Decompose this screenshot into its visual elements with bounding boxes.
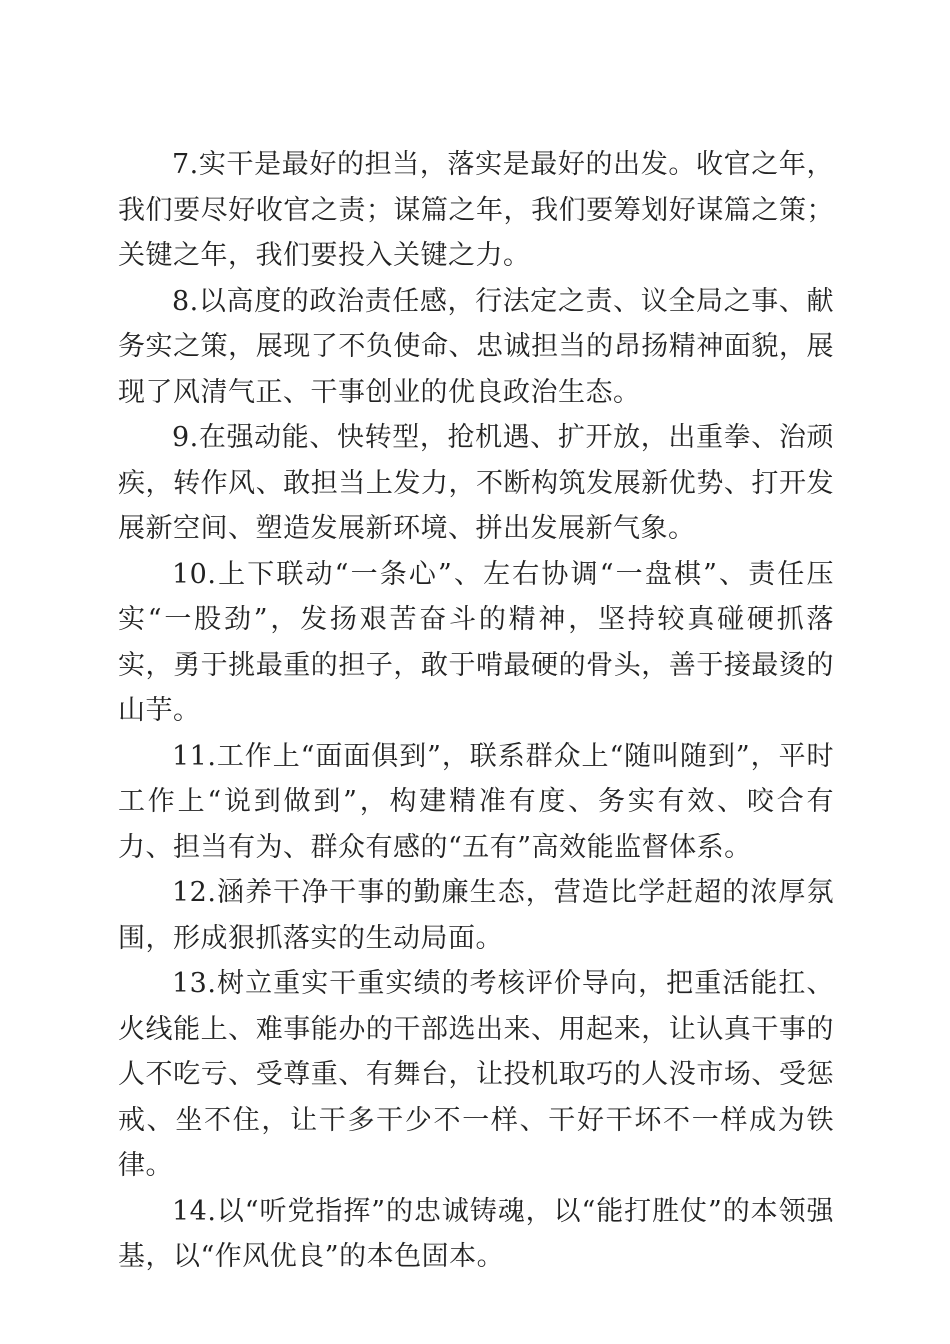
paragraph-9: 9.在强动能、快转型，抢机遇、扩开放，出重拳、治顽疾，转作风、敢担当上发力，不断构筑发展新优势、打开发展新空间、塑造发展新环境、拼出发展新气象。 — [118, 422, 834, 544]
document-body — [118, 142, 834, 1280]
paragraph-11: 11.工作上“面面俱到”，联系群众上“随叫随到”，平时工作上“说到做到”，构建精准有度、务实有效、咬合有力、担当有为、群众有感的“五有”高效能监督体系。 — [118, 740, 834, 863]
paragraph-7: 7.实干是最好的担当，落实是最好的出发。收官之年，我们要尽好收官之责；谋篇之年，我们要筹划好谋篇之策；关键之年，我们要投入关键之力。 — [118, 149, 834, 271]
paragraph-12: 12.涵养干净干事的勤廉生态，营造比学赶超的浓厚氛围，形成狠抓落实的生动局面。 — [118, 877, 834, 954]
paragraph-13: 13.树立重实干重实绩的考核评价导向，把重活能扛、火线能上、难事能办的干部选出来、用起来，让认真干事的人不吃亏、受尊重、有舞台，让投机取巧的人没市场、受惩戒、坐不住，让干多干少不一样、干好干坏不一样成为铁律。 — [118, 968, 834, 1181]
paragraph-10: 10.上下联动“一条心”、左右协调“一盘棋”、责任压实“一股劲”，发扬艰苦奋斗的精神，坚持较真碰硬抓落实，勇于挑最重的担子，敢于啃最硬的骨头，善于接最烫的山芋。 — [118, 558, 834, 726]
paragraph-14: 14.以“听党指挥”的忠诚铸魂，以“能打胜仗”的本领强基，以“作风优良”的本色固本。 — [118, 1195, 834, 1272]
paragraph-8: 8.以高度的政治责任感，行法定之责、议全局之事、献务实之策，展现了不负使命、忠诚担当的昂扬精神面貌，展现了风清气正、干事创业的优良政治生态。 — [118, 285, 834, 408]
